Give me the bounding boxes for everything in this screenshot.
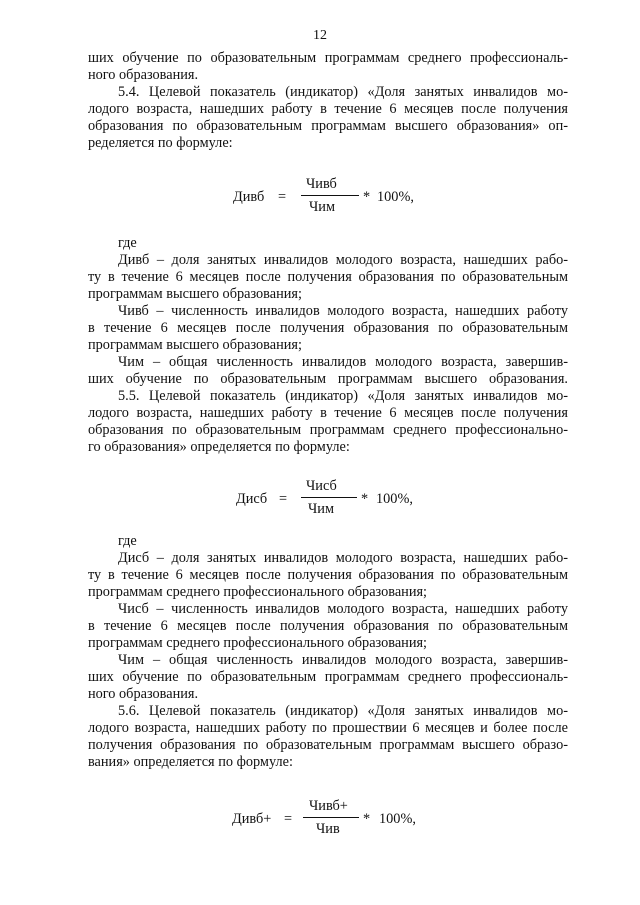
text-line: ту в течение 6 месяцев после получения образования по образовательным [88,567,568,583]
formula-dis6 [236,480,436,520]
where-label: где [118,235,137,251]
text-line: вания» определяется по формуле: [88,754,293,770]
text-line: Дисб – доля занятых инвалидов молодого возраста, нашедших рабо- [118,550,568,566]
text-line: в течение 6 месяцев после получения образования по образовательным [88,320,568,336]
text-line: лодого возраста, нашедших работу по прошествии 6 месяцев и более после [88,720,568,736]
text-line: 5.4. Целевой показатель (индикатор) «Доля занятых инвалидов мо- [118,84,568,100]
text-line: ших обучение по образовательным программам среднего профессиональ- [88,50,568,66]
text-line: 5.5. Целевой показатель (индикатор) «Доля занятых инвалидов мо- [118,388,568,404]
formula-multiply: * [361,491,369,507]
formula-percent: 100%, [379,811,416,827]
formula-denominator: Чив [316,821,340,837]
text-line: 5.6. Целевой показатель (индикатор) «Доля занятых инвалидов мо- [118,703,568,719]
text-line: ределяется по формуле: [88,135,233,151]
text-line: программам высшего образования; [88,337,302,353]
text-line: программам среднего профессионального образования; [88,584,428,600]
formula-equals: = [278,189,287,205]
text-line: го образования» определяется по формуле: [88,439,350,455]
formula-lhs: Дивб+ [232,811,272,827]
text-line: лодого возраста, нашедших работу в течение 6 месяцев после получения [88,101,568,117]
text-line: Чим – общая численность инвалидов молодого возраста, завершив- [118,652,568,668]
page-number: 12 [313,28,327,43]
text-line: образования по образовательным программам высшего образования» оп- [88,118,568,134]
formula-numerator: Чисб [306,478,337,494]
text-line: Чисб – численность инвалидов молодого возраста, нашедших работу [118,601,568,617]
formula-numerator: Чивб+ [309,798,348,814]
formula-percent: 100%, [377,189,414,205]
fraction-bar [303,817,359,818]
text-line: ту в течение 6 месяцев после получения образования по образовательным [88,269,568,285]
text-line: программам среднего профессионального образования; [88,635,428,651]
fraction-bar [301,195,359,196]
formula-multiply: * [363,811,371,827]
text-line: образования по образовательным программам среднего профессионально- [88,422,568,438]
text-line: в течение 6 месяцев после получения образования по образовательным [88,618,568,634]
text-line: программам высшего образования; [88,286,302,302]
formula-div6 [233,178,433,218]
formula-denominator: Чим [308,501,334,517]
formula-div6-plus [232,800,432,840]
where-label: где [118,533,137,549]
formula-multiply: * [363,189,371,205]
formula-equals: = [279,491,288,507]
formula-percent: 100%, [376,491,413,507]
text-line: ного образования. [88,686,199,702]
text-line: ших обучение по образовательным программам среднего профессиональ- [88,669,568,685]
text-line: получения образования по образовательным программам высшего образо- [88,737,568,753]
text-line: ного образования. [88,67,199,83]
formula-denominator: Чим [309,199,335,215]
text-line: лодого возраста, нашедших работу в течение 6 месяцев после получения [88,405,568,421]
formula-lhs: Дисб [236,491,268,507]
formula-numerator: Чивб [306,176,337,192]
text-line: Чивб – численность инвалидов молодого возраста, нашедших работу [118,303,568,319]
text-line: ших обучение по образовательным программам высшего образования. [88,371,568,387]
formula-equals: = [284,811,293,827]
formula-lhs: Дивб [233,189,265,205]
text-line: Дивб – доля занятых инвалидов молодого возраста, нашедших рабо- [118,252,568,268]
text-line: Чим – общая численность инвалидов молодого возраста, завершив- [118,354,568,370]
fraction-bar [301,497,357,498]
